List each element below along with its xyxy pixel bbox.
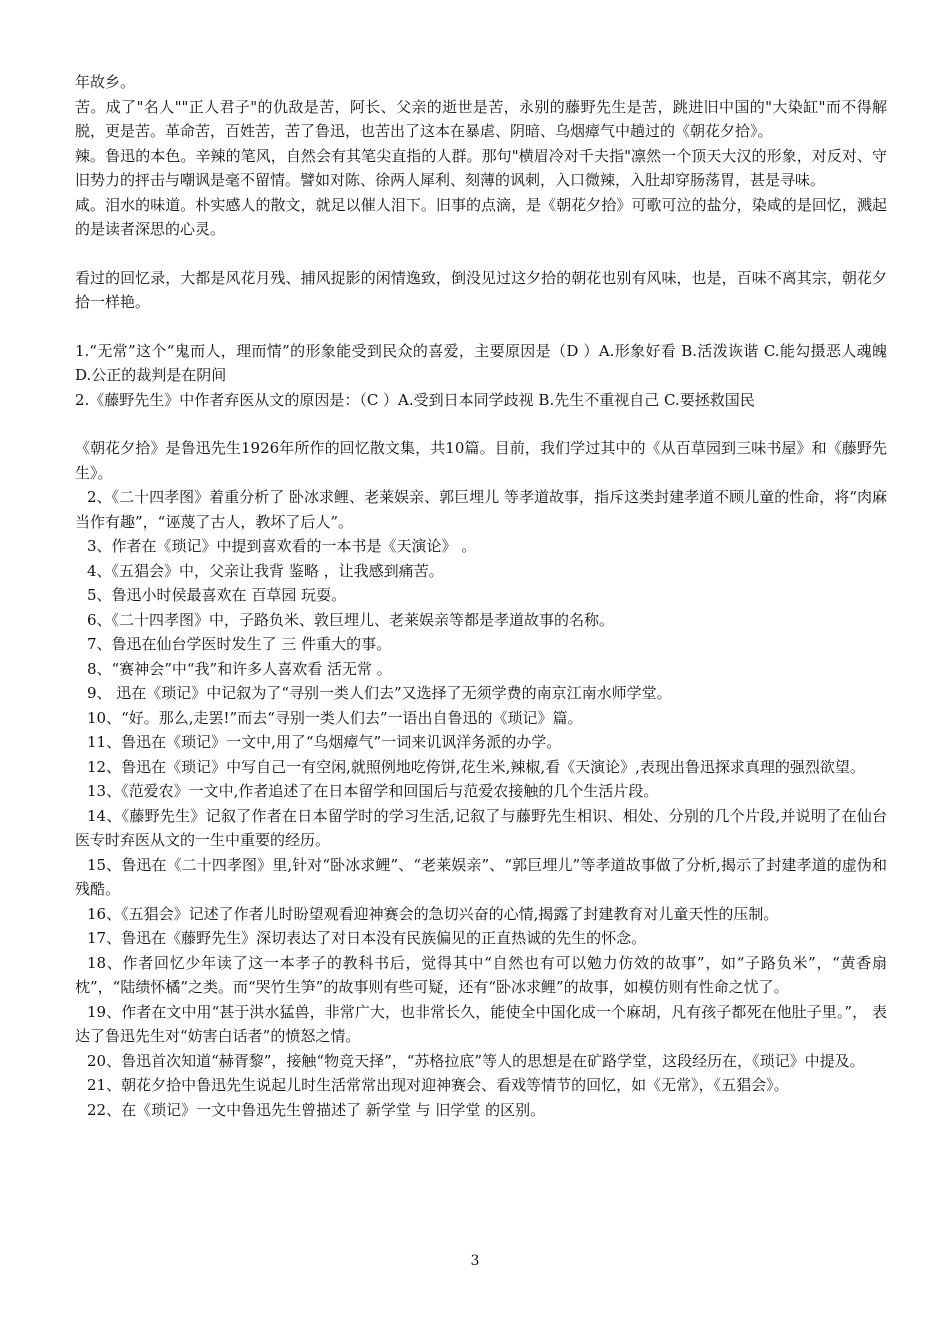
list-item: 5、鲁迅小时侯最喜欢在 百草园 玩耍。 xyxy=(87,586,347,604)
list-item: 4、《五猖会》中，父亲让我背 鉴略 ，让我感到痛苦。 xyxy=(87,561,444,580)
paragraph-intro: 《朝花夕拾》是鲁迅先生1926年所作的回忆散文集，共10篇。目前，我们学过其中的《从百草园到三味书屋》和《藤野先生》。 xyxy=(75,439,887,482)
page-number: 3 xyxy=(470,1253,480,1269)
spacer xyxy=(75,315,887,339)
list-item: 20、鲁迅首次知道“赫胥黎”，接触“物竞天择”，“苏格拉底”等人的思想是在矿路学堂，这段经历在，《琐记》中提及。 xyxy=(87,1051,865,1070)
list-item: 15、鲁迅在《二十四孝图》里,针对“卧冰求鲤”、“老莱娱亲”、“郭巨埋儿”等孝道故事做了分析,揭示了封建孝道的虚伪和残酷。 xyxy=(75,855,887,898)
list-item: 10、“好。那么,走罢!”而去“寻别一类人们去”一语出自鲁迅的《琐记》篇。 xyxy=(87,708,583,727)
page-content xyxy=(75,70,887,1122)
list-item: 6、《二十四孝图》中，子路负米、敦巨埋儿、老莱娱亲等都是孝道故事的名称。 xyxy=(87,610,615,629)
list-item: 14、《藤野先生》记叙了作者在日本留学时的学习生活,记叙了与藤野先生相识、相处、分别的几个片段,并说明了在仙台医专时弃医从文的一生中重要的经历。 xyxy=(75,806,887,849)
list-item: 11、鲁迅在《琐记》一文中,用了“乌烟瘴气”一词来讥讽洋务派的办学。 xyxy=(87,733,562,751)
list-item: 21、朝花夕拾中鲁迅先生说起儿时生活常常出现对迎神赛会、看戏等情节的回忆，如《无常》，《五猖会》。 xyxy=(87,1076,789,1094)
list-item: 19、作者在文中用“甚于洪水猛兽，非常广大，也非常长久，能使全中国化成一个麻胡，凡有孩子都死在他肚子里。”， 表达了鲁迅先生对“妨害白话者”的愤怒之情。 xyxy=(75,1002,887,1045)
list-item: 2、《二十四孝图》着重分析了 卧冰求鲤、老莱娱亲、郭巨埋儿 等孝道故事，指斥这类封建孝道不顾儿童的性命，将“肉麻当作有趣”，“诬蔑了古人，教坏了后人”。 xyxy=(75,488,887,531)
list-item: 17、鲁迅在《藤野先生》深切表达了对日本没有民族偏见的正直热诚的先生的怀念。 xyxy=(87,929,647,947)
question-2: 2.《藤野先生》中作者弃医从文的原因是：（C ）A.受到日本同学歧视 B.先生不重视自己 C.要拯救国民 xyxy=(75,390,755,409)
list-item: 12、鲁迅在《琐记》中写自己一有空闲,就照例地吃侉饼,花生米,辣椒,看《天演论》,表现出鲁迅探求真理的强烈欲望。 xyxy=(87,757,865,776)
question-1: 1.“无常”这个“鬼而人，理而情”的形象能受到民众的喜爱，主要原因是（D ）A.形象好看 B.活泼诙谐 C.能勾摄恶人魂魄 D.公正的裁判是在阴间 xyxy=(75,341,887,384)
paragraph-summary: 看过的回忆录，大都是风花月残、捕风捉影的闲情逸致，倒没见过这夕拾的朝花也别有风味，也是，百味不离其宗，朝花夕拾一样艳。 xyxy=(75,268,887,311)
paragraph-salty: 咸。泪水的味道。朴实感人的散文，就足以催人泪下。旧事的点滴，是《朝花夕拾》可歌可泣的盐分，染咸的是回忆，溅起的是读者深思的心灵。 xyxy=(75,195,887,238)
list-item: 8、“赛神会”中“我”和许多人喜欢看 活无常 。 xyxy=(87,659,392,678)
paragraph-spicy: 辣。鲁迅的本色。辛辣的笔风，自然会有其笔尖直指的人群。那句"横眉冷对千夫指"凛然一个顶天大汉的形象，对反对、守旧势力的抨击与嘲讽是毫不留情。譬如对陈、徐两人犀利、刻薄的讽刺，入口微辣，入肚却穿肠荡胃，甚是寻味。 xyxy=(75,146,887,189)
spacer xyxy=(75,412,887,436)
paragraph-hometown: 年故乡。 xyxy=(75,73,136,91)
list-item: 13、《范爱农》一文中,作者追述了在日本留学和回国后与范爱农接触的几个生活片段。 xyxy=(87,782,659,800)
list-item: 3、作者在《琐记》中提到喜欢看的一本书是《天演论》 。 xyxy=(87,537,477,555)
spacer xyxy=(75,242,887,266)
list-item: 18、作者回忆少年读了这一本孝子的教科书后，觉得其中“自然也有可以勉力仿效的故事”，如“子路负米”，“黄香扇枕”，“陆绩怀橘”之类。而“哭竹生笋”的故事则有些可疑，还有“卧冰求鲤”的故事，如模仿则有性命之忧了。 xyxy=(75,953,887,996)
list-item: 9、 迅在《琐记》中记叙为了“寻别一类人们去”又选择了无须学费的南京江南水师学堂。 xyxy=(87,684,672,702)
paragraph-bitter: 苦。成了"名人""正人君子"的仇敌是苦，阿长、父亲的逝世是苦，永别的藤野先生是苦，跳进旧中国的"大染缸"而不得解脱，更是苦。革命苦，百姓苦，苦了鲁迅，也苦出了这本在暴虐、阴暗、乌烟瘴气中趟过的《朝花夕拾》。 xyxy=(75,97,887,140)
list-item: 22、在《琐记》一文中鲁迅先生曾描述了 新学堂 与 旧学堂 的区别。 xyxy=(87,1100,546,1119)
list-item: 7、鲁迅在仙台学医时发生了 三 件重大的事。 xyxy=(87,635,392,653)
list-item: 16、《五猖会》记述了作者儿时盼望观看迎神赛会的急切兴奋的心情,揭露了封建教育对儿童天性的压制。 xyxy=(87,904,779,923)
